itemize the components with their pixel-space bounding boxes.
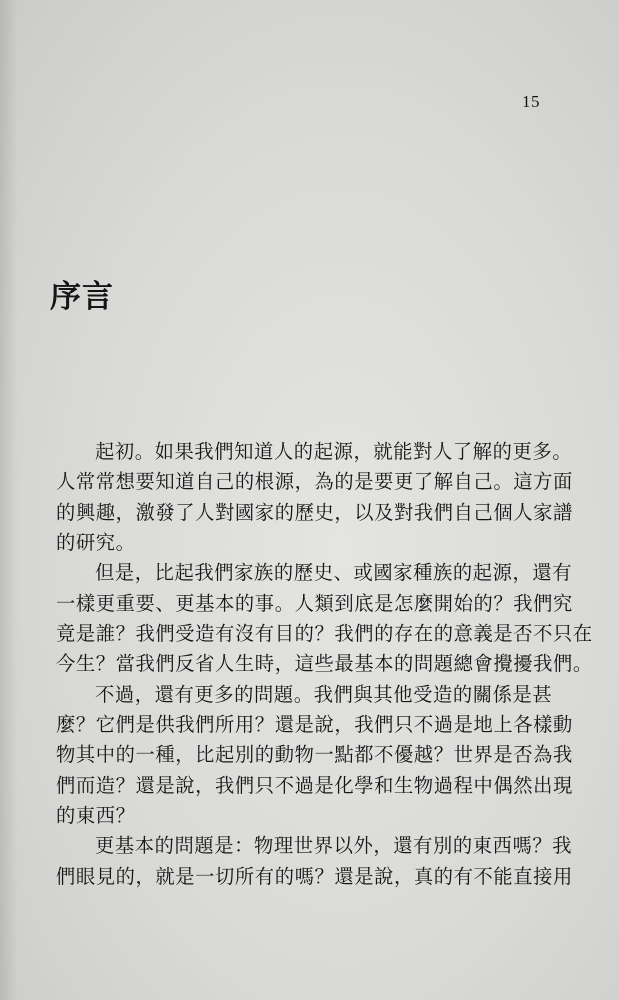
text-line: 竟是誰？我們受造有沒有目的？我們的存在的意義是否不只在 bbox=[56, 622, 593, 646]
text-line: 的東西？ bbox=[56, 804, 136, 828]
text-line: 一樣更重要、更基本的事。人類到底是怎麼開始的？我們究 bbox=[56, 591, 573, 615]
body-text bbox=[56, 437, 593, 892]
page-number: 15 bbox=[522, 92, 540, 111]
text-line: 們而造？還是說，我們只不過是化學和生物過程中偶然出現 bbox=[56, 773, 573, 797]
text-line: 的興趣，激發了人對國家的歷史，以及對我們自己個人家譜 bbox=[56, 500, 573, 524]
text-line: 的研究。 bbox=[56, 531, 136, 555]
text-line: 不過，還有更多的問題。我們與其他受造的關係是甚 bbox=[95, 682, 553, 706]
text-line: 更基本的問題是：物理世界以外，還有別的東西嗎？我 bbox=[95, 834, 573, 858]
text-line: 麼？它們是供我們所用？還是說，我們只不過是地上各樣動 bbox=[56, 713, 573, 737]
text-line: 今生？當我們反省人生時，這些最基本的問題總會攪擾我們。 bbox=[56, 652, 593, 676]
text-line: 們眼見的，就是一切所有的嗎？還是說，真的有不能直接用 bbox=[56, 864, 573, 888]
text-line: 人常常想要知道自己的根源，為的是要更了解自己。這方面 bbox=[56, 470, 573, 494]
text-line: 物其中的一種，比起別的動物一點都不優越？世界是否為我 bbox=[56, 743, 573, 767]
text-line: 但是，比起我們家族的歷史、或國家種族的起源，還有 bbox=[95, 561, 573, 585]
chapter-title: 序言 bbox=[50, 279, 114, 315]
text-line: 起初。如果我們知道人的起源，就能對人了解的更多。 bbox=[95, 440, 573, 463]
